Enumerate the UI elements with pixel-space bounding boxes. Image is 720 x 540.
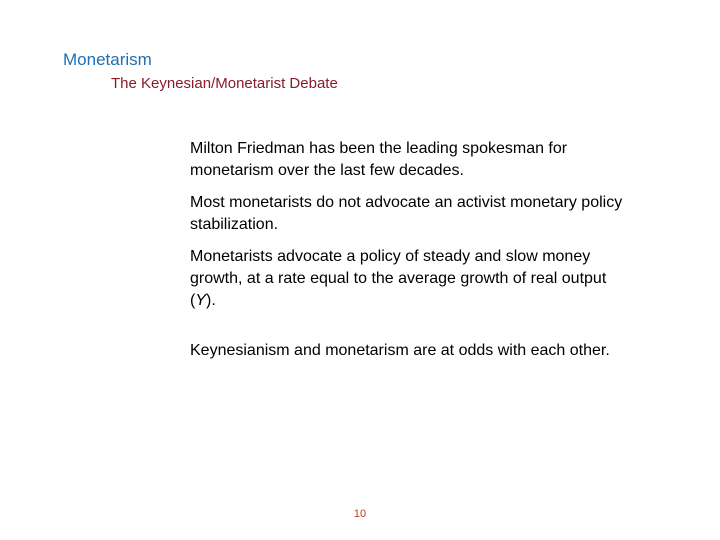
- paragraph-money-growth-text: Monetarists advocate a policy of steady and slow money growth, at a rate equal to the average growth of real output (: [190, 248, 607, 309]
- paragraph-friedman: Milton Friedman has been the leading spokesman for monetarism over the last few decades.: [190, 140, 568, 179]
- page-number: 10: [353, 508, 367, 520]
- paragraph-money-growth: [190, 246, 630, 312]
- slide-body: [190, 138, 630, 372]
- real-output-variable: Y: [195, 292, 206, 309]
- paragraph-money-growth-end: ).: [206, 292, 216, 309]
- slide-title: Monetarism: [63, 50, 152, 69]
- slide-subtitle: The Keynesian/Monetarist Debate: [111, 75, 338, 92]
- paragraph-activist-policy: Most monetarists do not advocate an activist monetary policy stabilization.: [190, 194, 623, 233]
- paragraph-at-odds: Keynesianism and monetarism are at odds with each other.: [190, 342, 610, 359]
